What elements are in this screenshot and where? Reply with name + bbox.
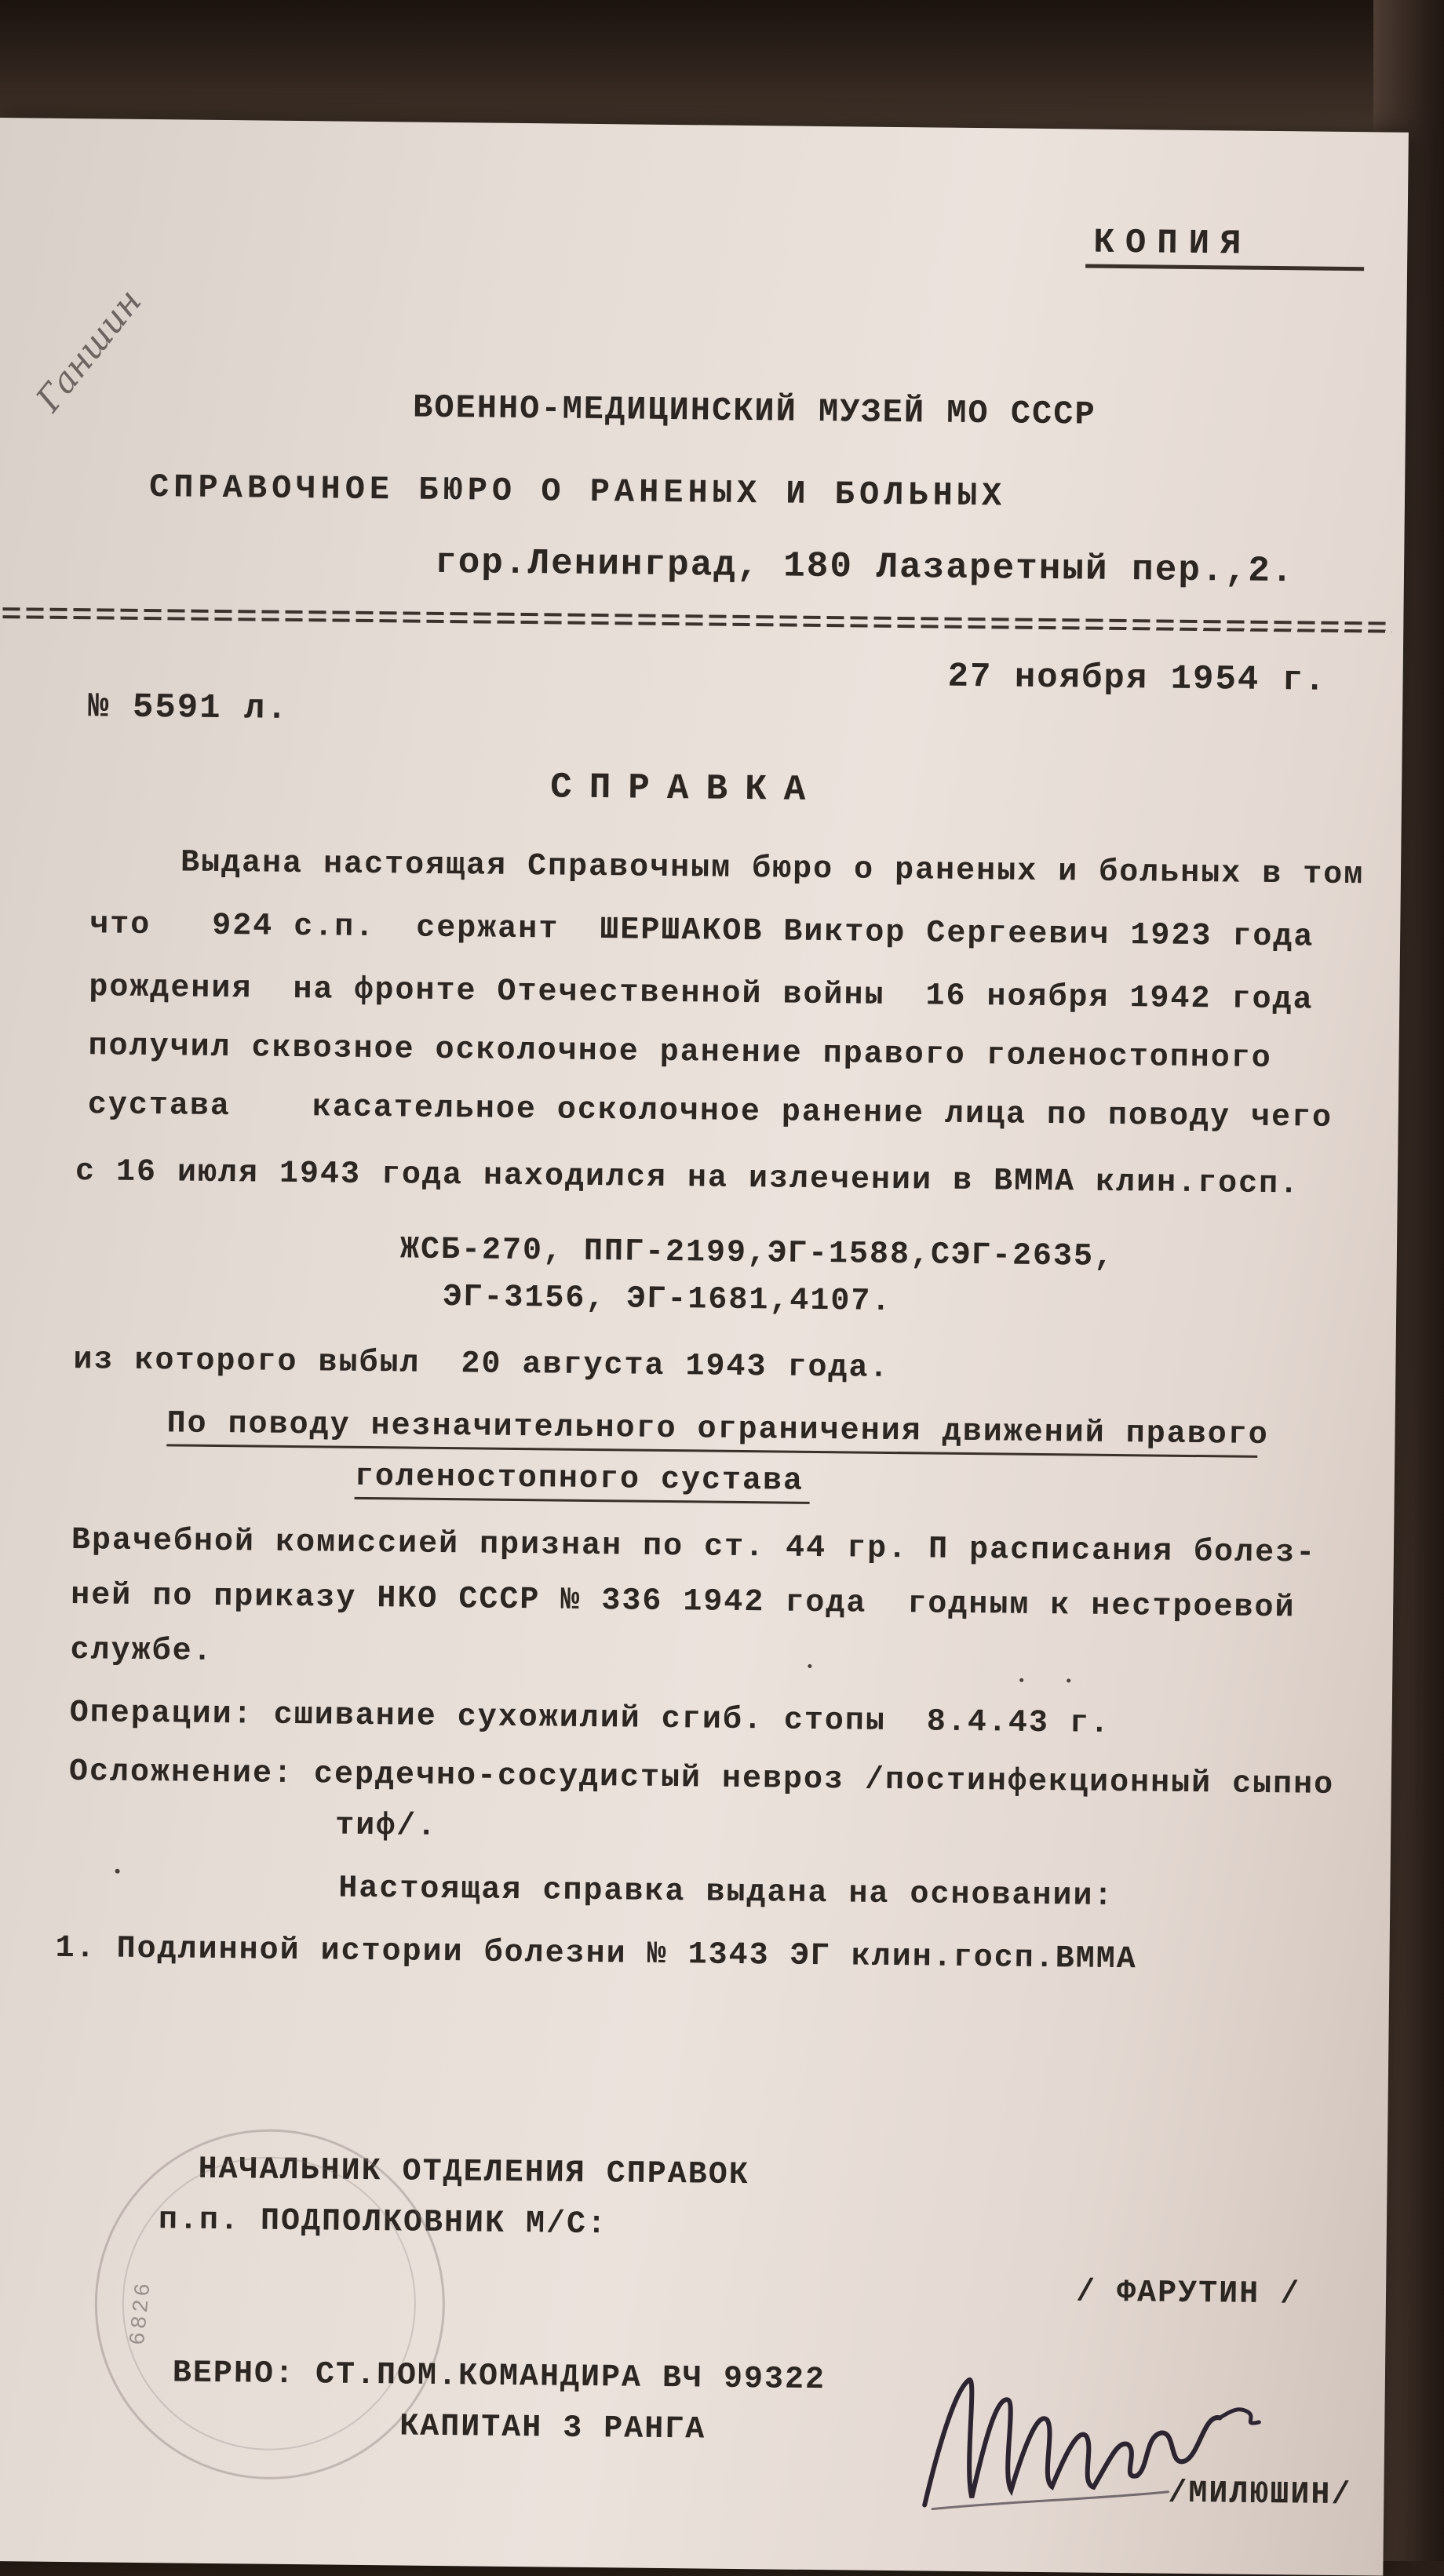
verified-rank: КАПИТАН 3 РАНГА bbox=[399, 2409, 706, 2448]
chief-rank: п.п. ПОДПОЛКОВНИК М/С: bbox=[158, 2203, 608, 2243]
paper-speck bbox=[1067, 1678, 1070, 1682]
bureau-address: гор.Ленинград, 180 Лазаретный пер.,2. bbox=[434, 541, 1295, 592]
basis-heading: Настоящая справка выдана на основании: bbox=[338, 1871, 1114, 1915]
paper-speck bbox=[1019, 1678, 1023, 1682]
paper-speck bbox=[808, 1664, 811, 1668]
body-line: сустава касательное осколочное ранение лица по поводу чего bbox=[87, 1088, 1333, 1136]
body-line: голеностопного сустава bbox=[354, 1459, 804, 1499]
operations-line: Операции: сшивание сухожилий сгиб. стопы 8.4.43 г. bbox=[69, 1696, 1111, 1742]
handwritten-signature bbox=[909, 2340, 1280, 2556]
seal-number: 6826 bbox=[126, 2279, 157, 2347]
body-line: из которого выбыл 20 августа 1943 года. bbox=[73, 1343, 890, 1386]
paper-speck bbox=[115, 1869, 120, 1874]
body-line: получил сквозное осколочное ранение правого голеностопного bbox=[88, 1029, 1272, 1077]
hospital-list: ЖСБ-270, ППГ-2199,ЭГ-1588,СЭГ-2635, bbox=[399, 1232, 1115, 1275]
complication-line: Осложнение: сердечно-сосудистый невроз /постинфекционный сыпно bbox=[68, 1754, 1335, 1803]
body-line: с 16 июля 1943 года находился на излечении в ВММА клин.госп. bbox=[75, 1154, 1300, 1203]
copy-mark-underline bbox=[1085, 264, 1364, 271]
document-date: 27 ноября 1954 г. bbox=[947, 657, 1327, 701]
institution-name: ВОЕННО-МЕДИЦИНСКИЙ МУЗЕЙ МО СССР bbox=[412, 388, 1096, 434]
body-line: службе. bbox=[70, 1633, 213, 1670]
body-line: ней по приказу НКО СССР № 336 1942 года годным к нестроевой bbox=[71, 1578, 1296, 1627]
body-line: Выдана настоящая Справочным бюро о раненых и больных в том bbox=[180, 845, 1365, 894]
body-line: По поводу незначительного ограничения движений правого bbox=[166, 1406, 1269, 1454]
body-line: что 924 с.п. сержант ШЕРШАКОВ Виктор Сергеевич 1923 года bbox=[89, 907, 1315, 956]
document-number: № 5591 л. bbox=[87, 687, 290, 729]
hospital-list: ЭГ-3156, ЭГ-1681,4107. bbox=[443, 1279, 892, 1320]
document-sheet bbox=[0, 118, 1409, 2576]
verified-name: /МИЛЮШИН/ bbox=[1168, 2476, 1352, 2514]
chief-title: НАЧАЛЬНИК ОТДЕЛЕНИЯ СПРАВОК bbox=[198, 2152, 749, 2194]
divider-line bbox=[2, 615, 1391, 633]
complication-line: тиф/. bbox=[334, 1808, 438, 1845]
verified-line: ВЕРНО: СТ.ПОМ.КОМАНДИРА ВЧ 99322 bbox=[172, 2356, 826, 2399]
bureau-name: СПРАВОЧНОЕ БЮРО О РАНЕНЫХ И БОЛЬНЫХ bbox=[148, 468, 1007, 516]
body-line: Врачебной комиссией признан по ст. 44 гр. П расписания болез- bbox=[71, 1523, 1317, 1572]
body-line: рождения на фронте Отечественной войны 16 ноября 1942 года bbox=[89, 970, 1314, 1018]
copy-mark: КОПИЯ bbox=[1093, 223, 1253, 264]
document-title: СПРАВКА bbox=[549, 767, 823, 811]
basis-item: 1. Подлинной истории болезни № 1343 ЭГ клин.госп.ВММА bbox=[55, 1930, 1137, 1978]
pencil-annotation: Ганшин bbox=[28, 282, 150, 420]
chief-name: / ФАРУТИН / bbox=[1075, 2275, 1301, 2313]
